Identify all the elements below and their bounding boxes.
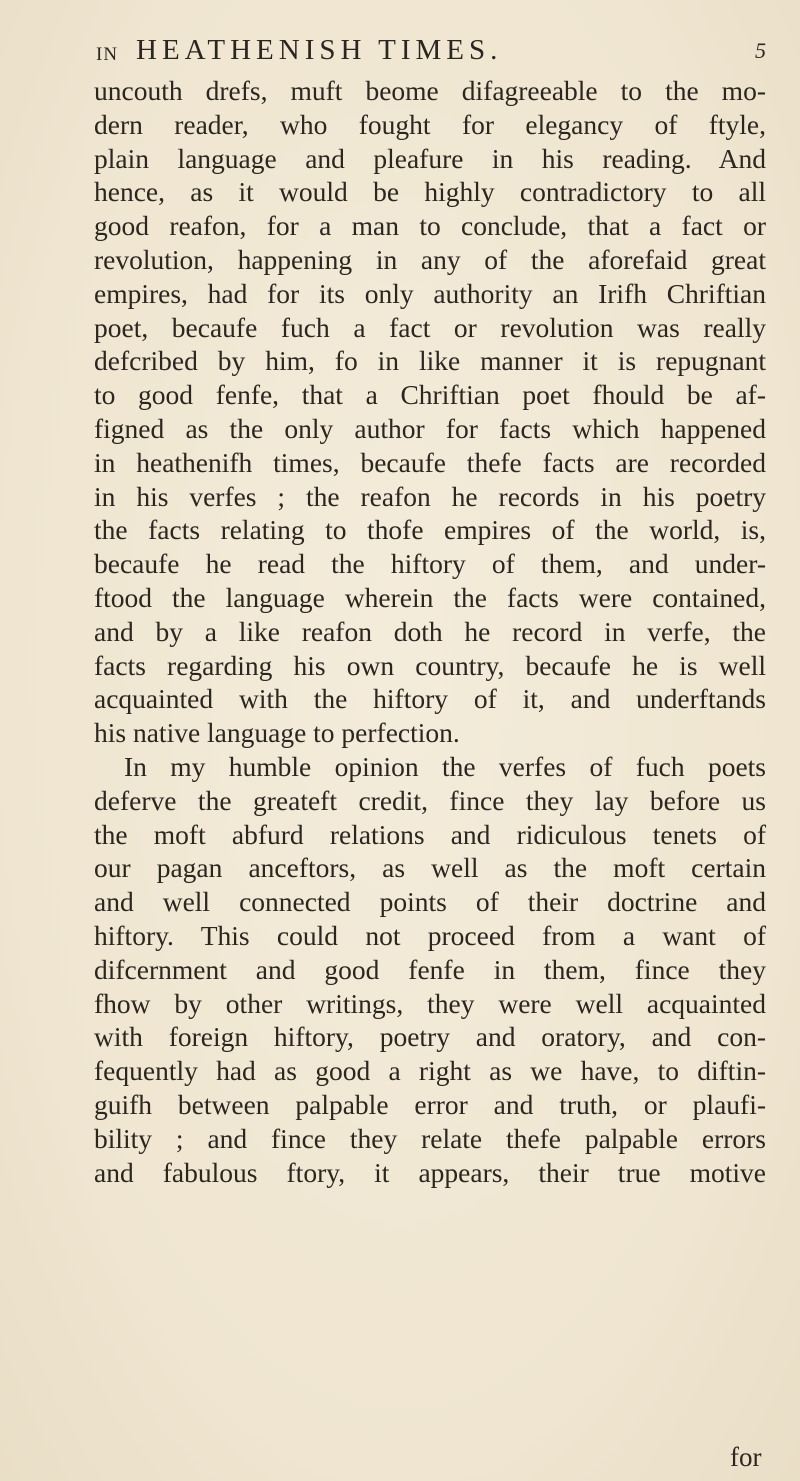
text-line: with foreign hiftory, poetry and oratory, and con- xyxy=(94,1021,766,1053)
text-line: bility ; and fince they relate thefe palpable errors xyxy=(94,1122,766,1154)
body-text xyxy=(94,74,766,1189)
text-line: dern reader, who fought for elegancy of ftyle, xyxy=(94,108,766,140)
text-line: hence, as it would be highly contradictory to all xyxy=(94,176,766,208)
text-line: fhow by other writings, they were well acquainted xyxy=(94,987,766,1019)
text-line: plain language and pleafure in his reading. And xyxy=(94,142,766,174)
text-line: and fabulous ftory, it appears, their true motive xyxy=(94,1156,766,1188)
text-line: the facts relating to thofe empires of the world, is, xyxy=(94,514,766,546)
text-line: deferve the greateft credit, fince they lay before us xyxy=(94,784,766,816)
text-line: the moft abfurd relations and ridiculous tenets of xyxy=(94,818,766,850)
text-line: becaufe he read the hiftory of them, and under- xyxy=(94,548,766,580)
text-line: in his verfes ; the reafon he records in his poetry xyxy=(94,480,766,512)
text-line: in heathenifh times, becaufe thefe facts are recorded xyxy=(94,446,766,478)
text-line: and by a like reafon doth he record in verfe, the xyxy=(94,615,766,647)
paragraph-first-line: In my humble opinion the verfes of fuch poets xyxy=(124,750,766,782)
running-head-prefix: IN xyxy=(96,44,119,65)
text-line: facts regarding his own country, becaufe he is well xyxy=(94,649,766,681)
paragraph-last-line: his native language to perfection. xyxy=(94,717,460,749)
text-line: revolution, happening in any of the aforefaid great xyxy=(94,243,766,275)
text-line: difcernment and good fenfe in them, fince they xyxy=(94,953,766,985)
text-line: figned as the only author for facts which happened xyxy=(94,412,766,444)
running-head-title: HEATHENISH TIMES. xyxy=(136,34,503,66)
text-line: and well connected points of their doctrine and xyxy=(94,886,766,918)
text-line: to good fenfe, that a Chriftian poet fhould be af- xyxy=(94,379,766,411)
text-line: acquainted with the hiftory of it, and underftands xyxy=(94,683,766,715)
text-line: our pagan anceftors, as well as the moft certain xyxy=(94,852,766,884)
text-line: poet, becaufe fuch a fact or revolution was really xyxy=(94,311,766,343)
text-line: uncouth drefs, muft beome difagreeable to the mo- xyxy=(94,75,766,106)
text-line: guifh between palpable error and truth, or plaufi- xyxy=(94,1088,766,1120)
text-line: defcribed by him, fo in like manner it is repugnant xyxy=(94,345,766,377)
page-number: 5 xyxy=(755,38,766,63)
text-line: hiftory. This could not proceed from a want of xyxy=(94,919,766,951)
text-line: empires, had for its only authority an Irifh Chriftian xyxy=(94,277,766,309)
catchword: for xyxy=(730,1442,762,1472)
text-line: good reafon, for a man to conclude, that a fact or xyxy=(94,210,766,242)
running-head xyxy=(96,34,766,70)
text-line: ftood the language wherein the facts were contained, xyxy=(94,581,766,613)
text-line: fequently had as good a right as we have, to diftin- xyxy=(94,1055,766,1087)
